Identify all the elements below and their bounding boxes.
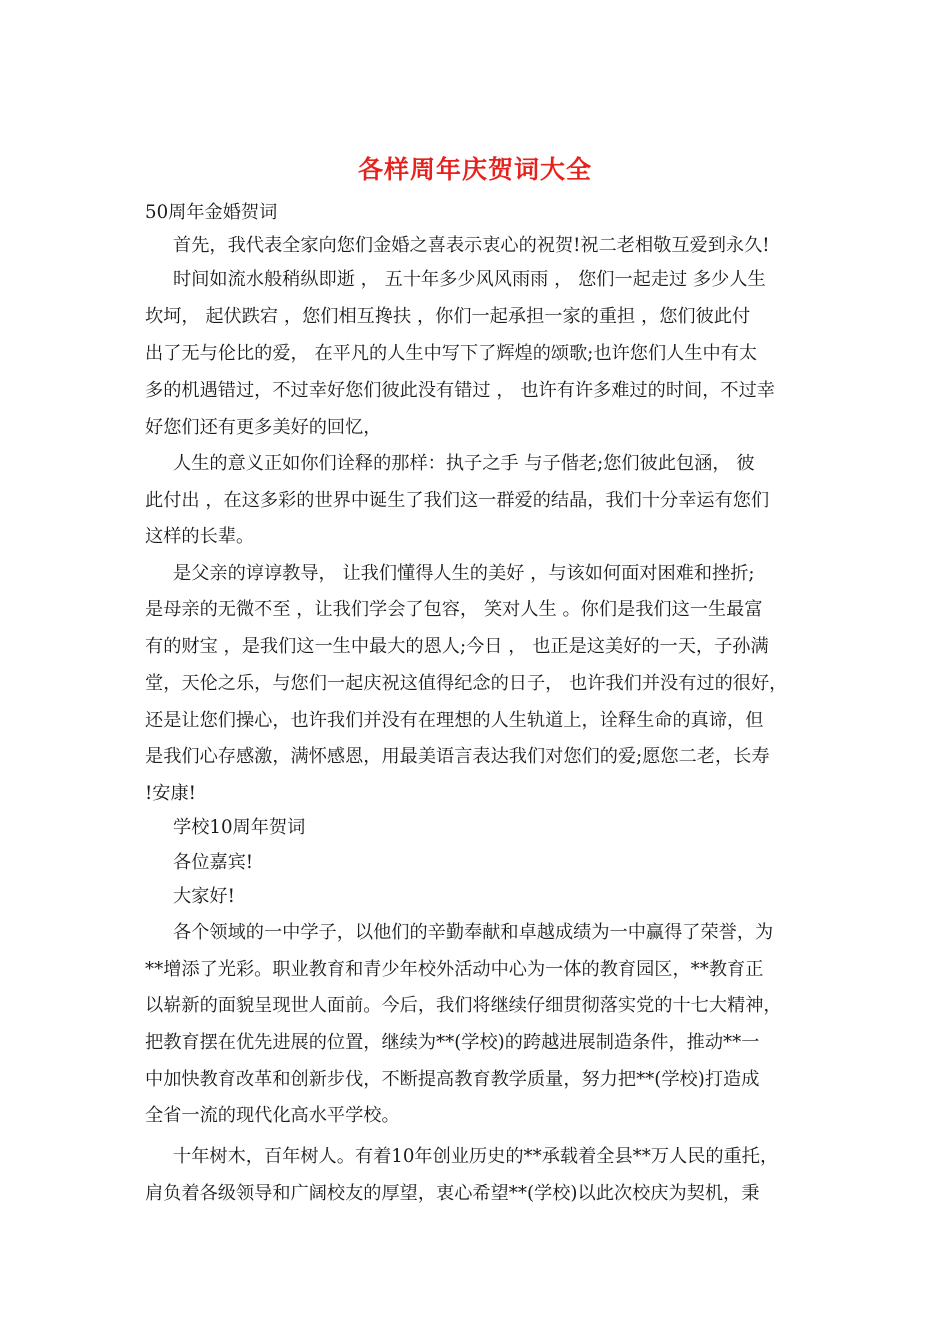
paragraph-line: 是父亲的谆谆教导， 让我们懂得人生的美好 ，与该如何面对困难和挫折; (173, 563, 755, 584)
paragraph-line: 还是让您们操心，也许我们并没有在理想的人生轨道上，诠释生命的真谛，但 (145, 710, 764, 731)
paragraph-line: 时间如流水般稍纵即逝 ， 五十年多少风风雨雨 ， 您们一起走过 多少人生 (173, 269, 766, 290)
paragraph-line: 堂，天伦之乐，与您们一起庆祝这值得纪念的日子， 也许我们并没有过的很好， (145, 673, 788, 694)
paragraph-line: 有的财宝 ，是我们这一生中最大的恩人;今日 ， 也正是这美好的一天，子孙满 (145, 636, 769, 657)
paragraph-line: 全省一流的现代化高水平学校。 (145, 1105, 400, 1126)
paragraph-line: 人生的意义正如你们诠释的那样：执子之手 与子偕老;您们彼此包涵， 彼 (173, 453, 755, 474)
paragraph-line: 出了无与伦比的爱， 在平凡的人生中写下了辉煌的颂歌;也许您们人生中有太 (145, 343, 758, 364)
paragraph-line: 首先，我代表全家向您们金婚之喜表示衷心的祝贺!祝二老相敬互爱到永久! (173, 235, 770, 256)
paragraph-line: 各位嘉宾! (173, 852, 254, 873)
paragraph-line: 好您们还有更多美好的回忆， (145, 417, 382, 438)
section-heading-school-anniversary: 学校10周年贺词 (173, 817, 306, 838)
document-title: 各样周年庆贺词大全 (357, 155, 592, 184)
paragraph-line: 大家好! (173, 886, 235, 907)
paragraph-line: 这样的长辈。 (145, 526, 255, 547)
paragraph-line: 把教育摆在优先进展的位置，继续为**(学校)的跨越进展制造条件，推动**一 (145, 1032, 760, 1053)
paragraph-line: !安康! (145, 783, 196, 804)
paragraph-line: 中加快教育改革和创新步伐，不断提高教育教学质量，努力把**(学校)打造成 (145, 1069, 760, 1090)
paragraph-line: **增添了光彩。职业教育和青少年校外活动中心为一体的教育园区，**教育正 (145, 959, 764, 980)
paragraph-line: 以崭新的面貌呈现世人面前。今后，我们将继续仔细贯彻落实党的十七大精神， (145, 995, 782, 1016)
paragraph-line: 是我们心存感激，满怀感恩，用最美语言表达我们对您们的爱;愿您二老，长寿 (145, 746, 770, 767)
paragraph-line: 肩负着各级领导和广阔校友的厚望，衷心希望**(学校)以此次校庆为契机，秉 (145, 1183, 760, 1204)
paragraph-line: 是母亲的无微不至 ，让我们学会了包容， 笑对人生 。你们是我们这一生最富 (145, 599, 763, 620)
paragraph-line: 各个领域的一中学子，以他们的辛勤奉献和卓越成绩为一中赢得了荣誉，为 (173, 922, 774, 943)
paragraph-line: 多的机遇错过，不过幸好您们彼此没有错过 ， 也许有许多难过的时间，不过幸 (145, 380, 775, 401)
paragraph-line: 十年树木，百年树人。有着10年创业历史的**承载着全县**万人民的重托， (173, 1146, 779, 1167)
paragraph-line: 此付出 ，在这多彩的世界中诞生了我们这一群爱的结晶，我们十分幸运有您们 (145, 490, 770, 511)
section-heading-golden-wedding: 50周年金婚贺词 (145, 202, 278, 223)
paragraph-line: 坎坷， 起伏跌宕 ，您们相互搀扶 ，你们一起承担一家的重担 ，您们彼此付 (145, 306, 751, 327)
